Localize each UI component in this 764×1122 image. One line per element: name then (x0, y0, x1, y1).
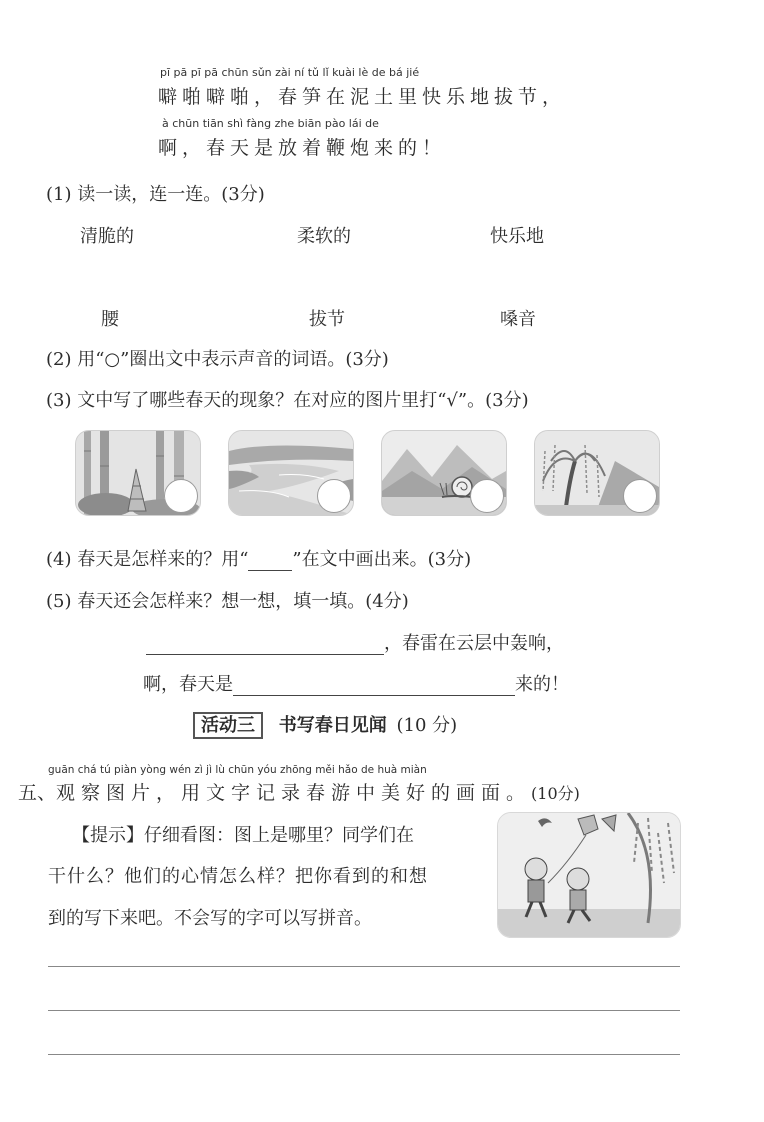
underline-sample (248, 552, 292, 571)
match-top-word-3[interactable]: 快乐地 (490, 226, 544, 247)
writing-line-1[interactable] (48, 966, 680, 967)
match-top-word-2[interactable]: 柔软的 (297, 226, 351, 247)
question-4-text-after: ”在文中画出来。(3分) (292, 549, 472, 570)
question-4 (46, 545, 471, 571)
bamboo-shoot-picture (75, 430, 201, 516)
section5-number: 五、 (18, 782, 57, 804)
poem-line2-pinyin: à chūn tiān shì fàng zhe biān pào lái de (162, 117, 379, 130)
match-bottom-word-2[interactable]: 拔节 (309, 309, 345, 330)
fill-line-2-text-after: 来的！ (515, 674, 569, 695)
fill-line-1-text: ，春雷在云层中轰响， (384, 633, 564, 654)
question-1: (1) 读一读，连一连。(3分) (46, 184, 265, 205)
question-5: (5) 春天还会怎样来？想一想，填一填。(4分) (46, 591, 409, 612)
answer-blank-2[interactable] (233, 675, 515, 696)
section5-score: (10分) (531, 784, 580, 803)
spring-outing-picture (497, 812, 681, 938)
answer-circle-1[interactable] (164, 479, 198, 513)
match-bottom-word-3[interactable]: 嗓音 (500, 309, 536, 330)
snail-picture (381, 430, 507, 516)
hint-line-1: 【提示】仔细看图：图上是哪里？同学们在 (72, 825, 414, 846)
answer-circle-2[interactable] (317, 479, 351, 513)
poem-line1: 噼啪噼啪，春笋在泥土里快乐地拔节， (158, 86, 567, 108)
river-picture (228, 430, 354, 516)
hint-line-3: 到的写下来吧。不会写的字可以写拼音。 (48, 908, 372, 929)
fill-line-1 (146, 629, 564, 655)
section5-heading (18, 778, 580, 805)
match-bottom-word-1[interactable]: 腰 (101, 309, 119, 330)
hint-line-2: 干什么？他们的心情怎么样？把你看到的和想 (48, 866, 428, 887)
activity-score: (10 分) (396, 715, 458, 736)
activity-header (193, 711, 457, 737)
section5-pinyin: guān chá tú piàn yòng wén zì jì lù chūn yóu zhōng měi hǎo de huà miàn (48, 764, 427, 776)
answer-circle-4[interactable] (623, 479, 657, 513)
willow-picture (534, 430, 660, 516)
answer-blank-1[interactable] (146, 634, 384, 655)
writing-line-2[interactable] (48, 1010, 680, 1011)
poem-line1-pinyin: pī pā pī pā chūn sǔn zài ní tǔ lǐ kuài lè de bá jié (160, 66, 420, 79)
poem-line2: 啊，春天是放着鞭炮来的！ (158, 137, 447, 159)
match-top-word-1[interactable]: 清脆的 (80, 226, 134, 247)
activity-label: 活动三 (193, 712, 263, 739)
activity-title: 书写春日见闻 (278, 715, 387, 736)
section5-text: 观察图片，用文字记录春游中美好的画面。 (56, 782, 532, 804)
question-3: (3) 文中写了哪些春天的现象？在对应的图片里打“√”。(3分) (46, 390, 529, 411)
fill-line-2-text-before: 啊，春天是 (143, 674, 233, 695)
question-2: (2) 用“○”圈出文中表示声音的词语。(3分) (46, 349, 389, 370)
answer-circle-3[interactable] (470, 479, 504, 513)
question-4-text-before: (4) 春天是怎样来的？用“ (46, 549, 249, 570)
fill-line-2 (143, 670, 569, 696)
writing-line-3[interactable] (48, 1054, 680, 1055)
